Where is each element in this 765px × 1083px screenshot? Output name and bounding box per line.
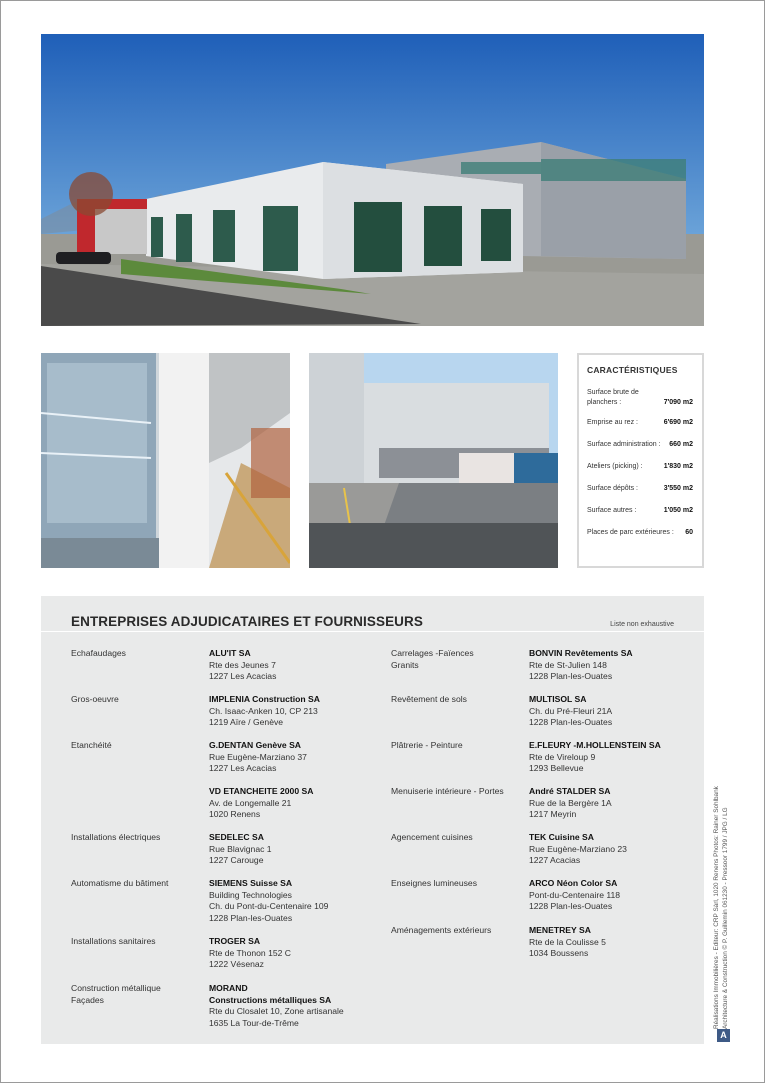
company-address-line: 1635 La Tour-de-Trême: [209, 1017, 299, 1028]
company-name: E.FLEURY -M.HOLLENSTEIN SA: [529, 740, 661, 750]
spec-row: [587, 388, 693, 408]
contractor-company: [529, 925, 694, 960]
contractor-category: Agencement cuisines: [391, 832, 473, 842]
company-address-line: 1227 Acacias: [529, 855, 581, 866]
contractor-company: [529, 740, 694, 775]
company-address-line: 1228 Plan-les-Ouates: [529, 901, 613, 912]
spec-value: 60: [685, 529, 693, 536]
publisher-logo: A: [717, 1029, 730, 1042]
company-address-line: 1228 Plan-les-Ouates: [209, 912, 293, 923]
spec-row: [587, 506, 693, 516]
contractors-title: ENTREPRISES ADJUDICATAIRES ET FOURNISSEURS: [71, 614, 423, 629]
spec-row: [587, 418, 693, 428]
contractor-company: [209, 983, 374, 1029]
contractor-category: Enseignes lumineuses: [391, 878, 477, 888]
company-address-line: 1219 Aïre / Genève: [209, 717, 284, 728]
spec-value: 3'550 m2: [663, 485, 693, 492]
contractor-company: [529, 878, 694, 913]
contractor-category: Revêtement de sols: [391, 694, 467, 704]
company-address-line: Rue Blavignac 1: [209, 843, 272, 854]
company-address-line: 1227 Carouge: [209, 855, 264, 866]
company-address-line: 1228 Plan-les-Ouates: [529, 671, 613, 682]
company-address-line: 1222 Vésenaz: [209, 959, 264, 970]
contractor-company: [209, 878, 374, 924]
company-address-line: 1227 Les Acacias: [209, 671, 277, 682]
company-address-line: Rte de Thonon 152 C: [209, 947, 292, 958]
contractor-company: [529, 648, 694, 683]
contractor-category: Construction métallique Façades: [71, 983, 161, 1005]
characteristics-box: [577, 353, 704, 568]
contractor-category: Installations sanitaires: [71, 936, 156, 946]
contractor-category: Automatisme du bâtiment: [71, 878, 169, 888]
spec-row: [587, 484, 693, 494]
company-name: TEK Cuisine SA: [529, 832, 594, 842]
spec-label: Surface autres :: [587, 507, 637, 514]
company-name: SIEMENS Suisse SA: [209, 878, 293, 888]
contractor-category: Aménagements extérieurs: [391, 925, 492, 935]
company-name: ARCO Néon Color SA: [529, 878, 618, 888]
spec-value: 660 m2: [669, 441, 693, 448]
contractor-company: [209, 832, 374, 867]
company-address-line: 1217 Meyrin: [529, 809, 577, 820]
company-address-line: Rte des Jeunes 7: [209, 659, 276, 670]
loading-docks-photo: [309, 353, 558, 568]
credits-line-2: Architecture & Construction © P. Guillemin 061230 - Pressoor 1799 / JPG / LG: [721, 807, 729, 1029]
company-address-line: 1227 Les Acacias: [209, 763, 277, 774]
interior-corridor-photo: [41, 353, 290, 568]
company-address-line: Rue Eugène-Marziano 37: [209, 751, 307, 762]
spec-value: 7'090 m2: [663, 399, 693, 406]
contractor-company: [529, 694, 694, 729]
spec-value: 1'830 m2: [663, 463, 693, 470]
contractor-category: Gros-oeuvre: [71, 694, 119, 704]
spec-row: [587, 528, 693, 538]
contractor-category: Plâtrerie - Peinture: [391, 740, 463, 750]
contractor-company: [529, 832, 694, 867]
contractor-company: [529, 786, 694, 821]
company-address-line: 1228 Plan-les-Ouates: [529, 717, 613, 728]
company-address-line: 1034 Boussens: [529, 948, 589, 959]
hero-building-photo: [41, 34, 704, 326]
contractor-company: [209, 936, 374, 971]
company-address-line: Pont-du-Centenaire 118: [529, 889, 621, 900]
company-address-line: Ch. Isaac-Anken 10, CP 213: [209, 705, 318, 716]
spec-row: [587, 462, 693, 472]
company-address-line: Building Technologies: [209, 889, 292, 900]
contractor-company: [209, 786, 374, 821]
company-address-line: Ch. du Pré-Fleuri 21A: [529, 705, 613, 716]
company-address-line: Av. de Longemalle 21: [209, 797, 292, 808]
spec-label: Ateliers (picking) :: [587, 463, 643, 470]
spec-row: [587, 440, 693, 450]
contractor-company: [209, 694, 374, 729]
contractor-category: Etanchéité: [71, 740, 112, 750]
contractor-company: [209, 740, 374, 775]
company-address-line: Rue de la Bergère 1A: [529, 797, 612, 808]
company-name: MULTISOL SA: [529, 694, 587, 704]
company-address-line: Ch. du Pont-du-Centenaire 109: [209, 901, 329, 912]
company-address-line: Rte de St-Julien 148: [529, 659, 607, 670]
spec-label: Places de parc extérieures :: [587, 529, 674, 536]
company-name: TROGER SA: [209, 936, 261, 946]
characteristics-title: CARACTÉRISTIQUES: [587, 365, 678, 375]
company-address-line: Rue Eugène-Marziano 23: [529, 843, 627, 854]
divider: [41, 631, 704, 632]
spec-value: 6'690 m2: [663, 419, 693, 426]
spec-label: Surface administration :: [587, 441, 661, 448]
contractors-panel: [41, 596, 704, 1044]
company-name: André STALDER SA: [529, 786, 611, 796]
contractor-category: Installations électriques: [71, 832, 161, 842]
company-address-line: Rte de la Coulisse 5: [529, 936, 606, 947]
company-name: BONVIN Revêtements SA: [529, 648, 633, 658]
company-name: ALU'IT SA: [209, 648, 251, 658]
company-address-line: 1293 Bellevue: [529, 763, 584, 774]
contractor-category: Carrelages -Faïences Granits: [391, 648, 474, 670]
company-name: MORAND Constructions métalliques SA: [209, 983, 332, 1005]
spec-label: Surface dépôts :: [587, 485, 638, 492]
credits-line-1: Réalisations Immobilières - Editeur: CRP Sàrl, 1020 Renens Photos: Rainer Sohlbank: [713, 786, 720, 1029]
contractor-company: [209, 648, 374, 683]
company-address-line: Rte de Vireloup 9: [529, 751, 596, 762]
contractor-category: Menuiserie intérieure - Portes: [391, 786, 504, 796]
spec-label: Surface brute de planchers :: [587, 389, 639, 406]
company-name: IMPLENIA Construction SA: [209, 694, 320, 704]
spec-value: 1'050 m2: [663, 507, 693, 514]
contractors-note: Liste non exhaustive: [610, 621, 674, 628]
company-name: G.DENTAN Genève SA: [209, 740, 302, 750]
company-address-line: 1020 Renens: [209, 809, 261, 820]
contractor-category: Echafaudages: [71, 648, 126, 658]
company-name: SEDELEC SA: [209, 832, 264, 842]
spec-label: Emprise au rez :: [587, 419, 638, 426]
company-address-line: Rte du Closalet 10, Zone artisanale: [209, 1006, 344, 1017]
photo-credits: [713, 689, 730, 1029]
company-name: VD ETANCHEITE 2000 SA: [209, 786, 314, 796]
company-name: MENETREY SA: [529, 925, 591, 935]
